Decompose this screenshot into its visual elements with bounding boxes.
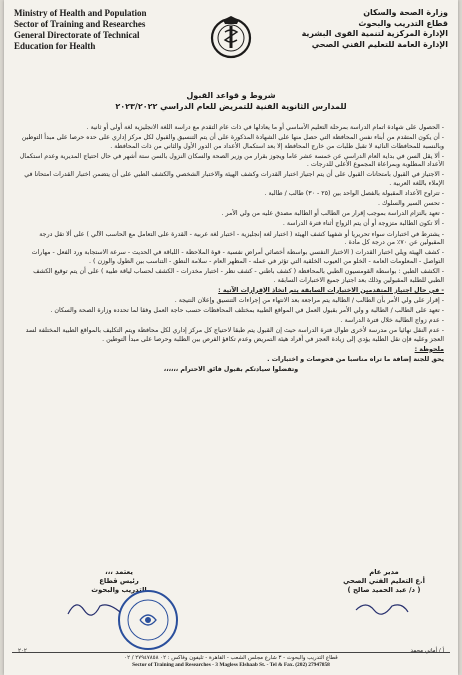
note-text: يحق للجنة إضافة ما تراه مناسبا من فحوصات و اختبارات .: [267, 355, 444, 363]
letterhead-ar-line-4: الإدارة العامة للتعليم الفني الصحي: [311, 39, 448, 49]
note-label: ملحوظة :: [414, 345, 444, 353]
letterhead-ar-line-3: الإدارة المركزية لتنمية القوى البشرية: [301, 29, 448, 38]
footer-line-english: Sector of Training and Researches - 3 Magless Elshaab St. - Tel & Fax. (202) 27947858: [132, 662, 330, 668]
condition-paragraph: - ألا تكون الطالبة متزوجة أو أن يتم الزواج أثناء فترة الدراسة .: [282, 220, 444, 228]
condition-paragraph: - إقرار على ولي الأمر بأن الطالب / الطالبة يتم مراجعة بعد الانتهاء من إجراءات التنسيق وإعلان النتيجة .: [174, 296, 444, 304]
handwritten-signature-right-icon: [352, 598, 412, 620]
signature-left-line-2: رئيس قطاع: [99, 577, 139, 585]
official-stamp-icon: [116, 588, 180, 652]
signature-block-right: [324, 568, 444, 595]
signature-right-line-2: أ.ع التعليم الفني الصحي: [343, 577, 425, 585]
title-line-1: شروط و قواعد القبول: [186, 91, 276, 100]
condition-paragraph: - كشف الهيئة ويلي اختبار القدرات ( الاختبار النفسي بواسطة أخصائي أمراض نفسية - قوة الملاحظة - اللباقة في الحديث - سرعة الاستجابة ورد الفعل - مهارات التواصل - المعلومات العامة - الخلو من العيوب الخلقية التي تؤثر في عمله - المظهر العام - سلامة النطق - التناسب بين الطول والوزن ) .: [31, 249, 444, 265]
handwritten-signature-left-icon: [64, 596, 124, 620]
letterhead-en-line-2: Sector of Training and Researches: [14, 19, 146, 29]
condition-paragraph: - تحسن السير والسلوك .: [377, 200, 444, 208]
footer-right-mark: أ / أماني محمد: [410, 648, 444, 654]
title-line-2: للمدارس الثانوية الفنية للتمريض للعام الدراسي ٢٠٢٣/٢٠٢٢: [115, 102, 347, 111]
document-body: [18, 124, 444, 376]
letterhead-ar-line-1: وزارة الصحة والسكان: [363, 8, 448, 17]
footer-left-mark: ٢٠٢: [18, 648, 27, 654]
condition-paragraph: - تتراوح الأعداد المقبولة بالفصل الواحد بين (٢٥ - ٣٠) طالب / طالبة .: [264, 190, 444, 198]
english-letterhead: [14, 8, 189, 52]
signature-left-line-3: التدريب والبحوث: [91, 586, 147, 594]
signature-right-line-3: ( د/ عبد الحميد صالح ): [347, 586, 421, 594]
condition-paragraph: - الكشف الطبي : بواسطة القومسيون الطبي بالمحافظة ( كشف باطني - كشف نظر - اختبار مخدرات - الكشف لحساب لياقة طبية ) على أن يتم توقيع الكشف الطبي للطلبة المقبولين وذلك بعد اجتياز جميع الاختبارات السابقة .: [33, 267, 444, 284]
condition-paragraph: - تعهد بالتزام الدراسة بموجب إقرار من الطالب أو الطالبة مصدق عليه من ولي الأمر .: [221, 210, 444, 218]
ministry-logo-icon: [209, 14, 253, 62]
letterhead-en-line-4: Education for Health: [14, 41, 96, 51]
condition-paragraph: - الحصول على شهادة اتمام الدراسة بمرحلة التعليم الأساسي أو ما يعادلها في ذات عام التقدم مع دراسة اللغة الانجليزية لغة أولى أو ثانية .: [86, 124, 444, 131]
letterhead-en-line-3: General Directorate of Technical: [14, 30, 140, 40]
condition-paragraph: - أن يكون المتقدم من أبناء نفس المحافظة التي حصل منها على الشهادة المذكورة على أن يتم التنسيق والقبول لكل مركز إداري على حده حرصا على مبدأ التوطين وبالنسبة للمحافظات النائية لا تقبل طلبات من خارج المحافظة إلا بعد استكمال الأعداد من الدور الأول والثاني من ذات المحافظة .: [21, 134, 444, 150]
footer-line-arabic: قطاع التدريب والبحوث - ٣ شارع مجلس الشعب - القاهرة - تليفون وفاكس : ٠٢ ٢٧٩٤٧٨٥٨ / ٠٢: [124, 655, 338, 661]
condition-paragraph: - يشترط في اختبارات سواء تحريريا أو شفهيا كشف الهيئة ( اختبار لغة إنجليزية - اختبار لغة عربية - القدرة على التعامل مع الحاسب الآلي ) على ألا تقل درجة المقبولين عن ٧٠٪ من درجة كل مادة .: [39, 230, 444, 247]
letterhead-en-line-1: Ministry of Health and Population: [14, 8, 147, 18]
signature-left-line-1: يعتمد ،،،: [105, 568, 133, 576]
page-footer: [12, 652, 450, 669]
condition-paragraph: - الاجتياز في القبول بامتحانات القبول على أن يتم اجتياز اختبار القدرات وكشف الهيئة والاختبار الشخصي والكشف الطبي على أن يتضمن اختبار القدرات امتحانا في الإملاء باللغة العربية .: [24, 171, 444, 188]
closing-line: وتفضلوا سيادتكم بقبول فائق الاحترام ،،،،،،: [163, 366, 299, 374]
document-title: [64, 90, 398, 112]
letterhead-ar-line-2: قطاع التدريب والبحوث: [358, 18, 448, 28]
arabic-letterhead: [258, 8, 448, 50]
condition-paragraph: - تعهد على الطالب / الطالبة و ولي الأمر بقبول العمل في المواقع الطبية بمختلف المحافظات حسب حاجة العمل وفقا لما تحدده وزارة الصحة والسكان .: [50, 306, 444, 314]
signature-right-line-1: مدير عام: [369, 568, 399, 576]
condition-paragraph: - ألا يقل السن في بداية العام الدراسي عن خمسة عشر عاما ويجوز بقرار من وزير الصحة والسكان النزول بالسن ستة أشهر في حال احتياج المديرية وعدم استكمال الأعداد المطلوبة وبمراعاة المجموع الأعلى للدرجات .: [19, 152, 444, 169]
condition-paragraph: - عدم النقل نهائيا من مدرسة لأخرى طوال فترة الدراسة حيث إن القبول يتم طبقا لاحتياج كل مركز إداري لكل محافظة ويتم التكليف بالمواقع الطبية المختلفة لسد العجز وعليه فإن نقل الطلبة يؤدي إلى زيادة العجز في أفراد هيئة التمريض وعدم تكافؤ الفرص بين الطلبة وحرصا على مبدأ التوطين .: [25, 326, 444, 343]
document-page: [4, 0, 458, 675]
condition-paragraph: - عدم زواج الطالبة خلال فترة الدراسة .: [340, 316, 444, 324]
declarations-heading: - في حال اجتياز المتقدمين الاختبارات السابقة يتم اتخاذ الإقرارات الآتية :: [218, 286, 444, 294]
